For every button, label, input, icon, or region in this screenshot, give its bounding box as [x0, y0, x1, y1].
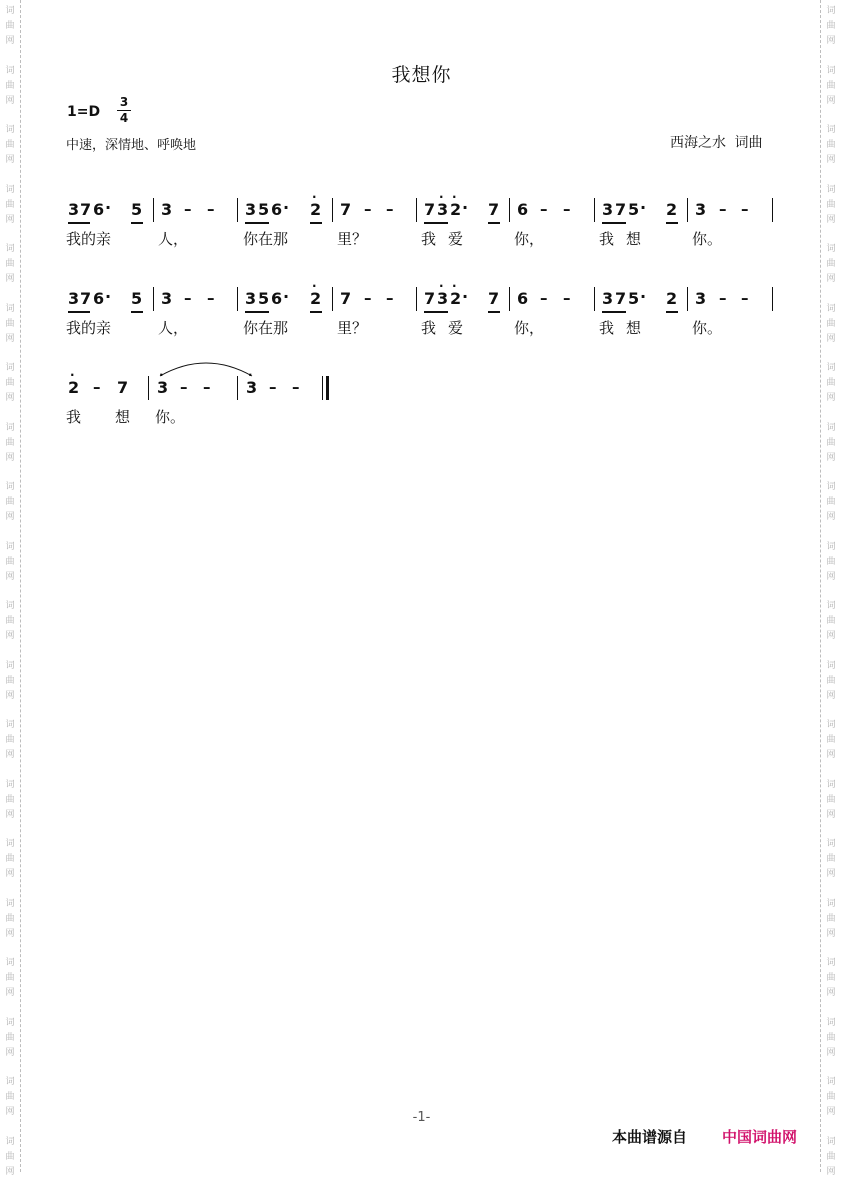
watermark-char: 曲 — [5, 199, 15, 210]
watermark-char: 词 — [5, 6, 15, 16]
lyric: 爱 — [448, 230, 464, 248]
watermark-char: 曲 — [5, 913, 15, 924]
high-octave-dot: · — [439, 279, 444, 293]
lyrics-line-3 — [0, 406, 843, 428]
song-title: 我想你 — [391, 64, 452, 86]
watermark-char: 网 — [826, 274, 836, 284]
high-octave-dot: · — [248, 368, 253, 382]
watermark-char: 曲 — [5, 735, 15, 745]
watermark-char: 词 — [826, 65, 836, 76]
watermark-char: 网 — [5, 155, 15, 165]
watermark-char: 网 — [826, 333, 836, 344]
watermark-char: 网 — [826, 1047, 836, 1058]
dash: – — [719, 289, 727, 307]
watermark-char: 曲 — [826, 378, 836, 388]
watermark-char: 词 — [826, 1017, 836, 1028]
high-octave-dot: · — [452, 279, 457, 293]
watermark-char: 网 — [826, 95, 836, 106]
underline — [310, 311, 322, 313]
watermark-char: 网 — [826, 869, 836, 879]
bar-line — [509, 198, 510, 222]
high-octave-dot: · — [70, 368, 75, 382]
watermark-char: 曲 — [5, 437, 15, 448]
dash: – — [207, 289, 215, 307]
watermark-char: 词 — [826, 363, 836, 373]
watermark-char: 曲 — [5, 973, 15, 983]
watermark-char: 网 — [5, 809, 15, 820]
watermark-char: 曲 — [826, 199, 836, 210]
underline — [68, 222, 90, 224]
watermark-char: 网 — [826, 750, 836, 760]
dash: – — [741, 289, 749, 307]
note: 3 — [695, 289, 707, 308]
note: 7 — [424, 289, 436, 308]
watermark-char: 曲 — [5, 259, 15, 269]
lyric: 我 — [66, 408, 82, 426]
lyric: 你。 — [692, 319, 723, 337]
watermark-char: 词 — [826, 303, 836, 314]
time-signature-beats: 3 — [119, 95, 129, 109]
underline — [488, 311, 500, 313]
augmentation-dot: · — [640, 287, 647, 306]
watermark-char: 网 — [5, 928, 15, 939]
watermark-char: 词 — [5, 898, 15, 909]
watermark-char: 曲 — [826, 318, 836, 329]
underline — [310, 222, 322, 224]
note — [246, 368, 258, 397]
watermark-char: 词 — [5, 779, 15, 790]
watermark-char: 网 — [5, 869, 15, 879]
lyric: 你在那 — [243, 319, 289, 337]
watermark-char: 词 — [826, 720, 836, 730]
bar-line — [153, 198, 154, 222]
watermark-char: 曲 — [826, 794, 836, 805]
watermark-char: 网 — [826, 988, 836, 998]
watermark-char: 曲 — [5, 854, 15, 864]
underline — [245, 222, 269, 224]
dash: – — [207, 200, 215, 218]
note-digit: 3 — [246, 378, 258, 397]
augmentation-dot: · — [462, 198, 469, 217]
dash: – — [180, 378, 188, 396]
note: 7 — [80, 289, 92, 308]
note: 6 — [517, 200, 529, 219]
watermark-char: 网 — [826, 1166, 836, 1177]
watermark-char: 曲 — [826, 1092, 836, 1102]
bar-line — [332, 198, 333, 222]
watermark-char: 网 — [5, 631, 15, 641]
note: 3 — [161, 200, 173, 219]
watermark-char: 网 — [826, 809, 836, 820]
lyric: 我 — [599, 319, 615, 337]
bar-line — [148, 376, 149, 400]
watermark-char: 曲 — [826, 616, 836, 626]
lyric: 我 — [599, 230, 615, 248]
watermark-char: 网 — [826, 1107, 836, 1117]
note: 7 — [615, 200, 627, 219]
watermark-char: 词 — [826, 1077, 836, 1087]
watermark-char: 网 — [826, 690, 836, 701]
augmentation-dot: · — [105, 287, 112, 306]
underline — [131, 311, 143, 313]
watermark-char: 网 — [5, 36, 15, 46]
watermark-char: 曲 — [826, 556, 836, 567]
watermark-char: 曲 — [5, 497, 15, 507]
note: 5 — [131, 289, 143, 308]
watermark-char: 网 — [5, 690, 15, 701]
watermark-char: 词 — [826, 898, 836, 909]
watermark-char: 词 — [826, 839, 836, 849]
note: 5 — [628, 200, 640, 219]
note: 3 — [68, 200, 80, 219]
lyric: 你， — [514, 319, 545, 337]
note: 2 — [666, 289, 678, 308]
dash: – — [540, 289, 548, 307]
underline — [666, 311, 678, 313]
watermark-char: 词 — [5, 65, 15, 76]
watermark-char: 曲 — [5, 556, 15, 567]
lyric: 我 — [421, 230, 437, 248]
watermark-char: 词 — [5, 125, 15, 135]
final-bar-line-thick — [326, 376, 329, 400]
watermark-char: 词 — [5, 244, 15, 254]
dash: – — [184, 289, 192, 307]
dash: – — [741, 200, 749, 218]
source-label: 本曲谱源自 — [612, 1128, 688, 1146]
note: 7 — [615, 289, 627, 308]
dash: – — [364, 200, 372, 218]
note: 7 — [340, 200, 352, 219]
watermark-char: 曲 — [826, 913, 836, 924]
watermark-char: 曲 — [5, 378, 15, 388]
high-octave-dot: · — [159, 368, 164, 382]
tempo-marking: 中速，深情地、呼唤地 — [66, 138, 197, 153]
watermark-char: 词 — [5, 839, 15, 849]
watermark-char: 词 — [826, 779, 836, 790]
bar-line — [237, 287, 238, 311]
watermark-char: 词 — [5, 1136, 15, 1147]
lyrics-line-2 — [0, 317, 843, 339]
watermark-char: 网 — [826, 571, 836, 582]
watermark-char: 网 — [5, 452, 15, 463]
note-digit: 2 — [68, 378, 80, 397]
watermark-char: 词 — [826, 1136, 836, 1147]
dash: – — [269, 378, 277, 396]
watermark-char: 网 — [826, 155, 836, 165]
note: 6 — [93, 289, 105, 308]
note: 5 — [131, 200, 143, 219]
page-number: -1- — [412, 1110, 431, 1125]
dash: – — [203, 378, 211, 396]
note: 3 — [245, 200, 257, 219]
watermark-char: 词 — [826, 601, 836, 611]
note — [68, 368, 80, 397]
watermark-char: 曲 — [826, 973, 836, 983]
bar-line — [687, 287, 688, 311]
note — [157, 368, 169, 397]
note: 7 — [488, 289, 500, 308]
note: 3 — [68, 289, 80, 308]
watermark-char: 曲 — [826, 1032, 836, 1043]
note: 5 — [258, 200, 270, 219]
augmentation-dot: · — [283, 287, 290, 306]
watermark-char: 词 — [5, 184, 15, 195]
site-name-link[interactable]: 中国词曲网 — [722, 1128, 798, 1146]
augmentation-dot: · — [462, 287, 469, 306]
note: 6 — [271, 289, 283, 308]
watermark-char: 词 — [5, 482, 15, 492]
lyric: 我的亲 — [66, 230, 112, 248]
dash: – — [364, 289, 372, 307]
underline — [68, 311, 90, 313]
underline — [488, 222, 500, 224]
watermark-char: 曲 — [5, 1151, 15, 1162]
watermark-char: 曲 — [5, 1092, 15, 1102]
dash: – — [93, 378, 101, 396]
watermark-char: 曲 — [826, 140, 836, 150]
note: 6 — [271, 200, 283, 219]
dash: – — [292, 378, 300, 396]
lyric: 想 — [626, 319, 642, 337]
high-octave-dot: · — [452, 190, 457, 204]
watermark-char: 词 — [5, 541, 15, 552]
lyric: 里？ — [337, 230, 368, 248]
lyric: 你。 — [692, 230, 723, 248]
augmentation-dot: · — [640, 198, 647, 217]
watermark-char: 网 — [5, 988, 15, 998]
underline — [602, 222, 626, 224]
note — [437, 279, 449, 308]
lyric: 我的亲 — [66, 319, 112, 337]
dash: – — [563, 289, 571, 307]
lyric: 人， — [158, 230, 189, 248]
watermark-char: 曲 — [826, 21, 836, 31]
augmentation-dot: · — [105, 198, 112, 217]
bar-line — [237, 376, 238, 400]
dash: – — [386, 200, 394, 218]
time-signature-unit: 4 — [119, 111, 129, 125]
watermark-char: 词 — [5, 660, 15, 671]
note: 7 — [117, 378, 129, 397]
note: 7 — [80, 200, 92, 219]
watermark-char: 曲 — [5, 80, 15, 91]
bar-line — [772, 287, 773, 311]
note: 7 — [340, 289, 352, 308]
note: 3 — [161, 289, 173, 308]
bar-line — [594, 198, 595, 222]
bar-line — [509, 287, 510, 311]
time-signature — [117, 96, 131, 125]
watermark-char: 曲 — [826, 259, 836, 269]
note-digit: 3 — [437, 289, 449, 308]
lyrics-line-1 — [0, 228, 843, 250]
note — [437, 190, 449, 219]
watermark-char: 网 — [5, 1166, 15, 1177]
note: 7 — [424, 200, 436, 219]
high-octave-dot: · — [439, 190, 444, 204]
watermark-char: 词 — [826, 482, 836, 492]
watermark-char: 网 — [826, 36, 836, 46]
watermark-char: 词 — [5, 1077, 15, 1087]
watermark-char: 网 — [826, 393, 836, 403]
watermark-char: 词 — [5, 720, 15, 730]
watermark-char: 网 — [826, 214, 836, 225]
watermark-char: 曲 — [5, 21, 15, 31]
watermark-char: 词 — [5, 363, 15, 373]
watermark-char: 曲 — [826, 675, 836, 686]
lyricist-composer-credit: 西海之水 词曲 — [670, 135, 763, 151]
underline — [666, 222, 678, 224]
watermark-char: 曲 — [5, 140, 15, 150]
watermark-char: 词 — [5, 958, 15, 968]
note: 5 — [258, 289, 270, 308]
lyric: 里？ — [337, 319, 368, 337]
lyric: 我 — [421, 319, 437, 337]
watermark-char: 词 — [826, 422, 836, 433]
bar-line — [687, 198, 688, 222]
bar-line — [772, 198, 773, 222]
watermark-char: 曲 — [5, 616, 15, 626]
note-digit: 3 — [157, 378, 169, 397]
watermark-char: 词 — [5, 303, 15, 314]
watermark-char: 网 — [5, 214, 15, 225]
note: 2 — [666, 200, 678, 219]
dash: – — [386, 289, 394, 307]
dash: – — [184, 200, 192, 218]
note-digit: 2 — [310, 200, 322, 219]
note — [450, 190, 462, 219]
watermark-char: 网 — [5, 95, 15, 106]
watermark-char: 词 — [826, 541, 836, 552]
note: 7 — [488, 200, 500, 219]
dash: – — [563, 200, 571, 218]
watermark-char: 网 — [826, 452, 836, 463]
watermark-char: 词 — [5, 1017, 15, 1028]
note-digit: 3 — [437, 200, 449, 219]
watermark-char: 网 — [5, 274, 15, 284]
dash: – — [540, 200, 548, 218]
note: 3 — [602, 289, 614, 308]
watermark-char: 曲 — [826, 437, 836, 448]
watermark-char: 词 — [826, 660, 836, 671]
watermark-char: 曲 — [5, 794, 15, 805]
watermark-char: 词 — [826, 125, 836, 135]
watermark-char: 网 — [826, 631, 836, 641]
bar-line — [237, 198, 238, 222]
watermark-char: 网 — [5, 393, 15, 403]
note: 3 — [245, 289, 257, 308]
dash: – — [719, 200, 727, 218]
underline — [602, 311, 626, 313]
lyric: 爱 — [448, 319, 464, 337]
watermark-char: 网 — [5, 571, 15, 582]
tie-arc — [158, 356, 254, 378]
watermark-char: 词 — [826, 958, 836, 968]
watermark-char: 词 — [5, 601, 15, 611]
watermark-char: 曲 — [826, 1151, 836, 1162]
underline — [424, 222, 448, 224]
watermark-char: 网 — [5, 333, 15, 344]
watermark-char: 网 — [5, 750, 15, 760]
bar-line — [416, 287, 417, 311]
underline — [245, 311, 269, 313]
lyric: 你。 — [155, 408, 186, 426]
lyric: 你， — [514, 230, 545, 248]
watermark-char: 曲 — [5, 675, 15, 686]
final-bar-line — [322, 376, 323, 400]
watermark-char: 网 — [826, 928, 836, 939]
note-digit: 2 — [450, 289, 462, 308]
augmentation-dot: · — [283, 198, 290, 217]
lyric: 你在那 — [243, 230, 289, 248]
lyric: 想 — [626, 230, 642, 248]
watermark-char: 曲 — [826, 497, 836, 507]
note — [310, 279, 322, 308]
watermark-char: 词 — [826, 244, 836, 254]
high-octave-dot: · — [312, 190, 317, 204]
bar-line — [153, 287, 154, 311]
underline — [131, 222, 143, 224]
watermark-char: 词 — [5, 422, 15, 433]
watermark-char: 曲 — [5, 318, 15, 329]
lyric: 想 — [115, 408, 131, 426]
watermark-char: 网 — [5, 1047, 15, 1058]
watermark-char: 词 — [826, 184, 836, 195]
lyric: 人， — [158, 319, 189, 337]
note — [310, 190, 322, 219]
bar-line — [594, 287, 595, 311]
watermark-char: 曲 — [826, 735, 836, 745]
left-margin-watermark — [0, 0, 21, 1177]
note: 6 — [93, 200, 105, 219]
watermark-char: 网 — [826, 512, 836, 522]
watermark-char: 曲 — [5, 1032, 15, 1043]
key-signature: 1=D — [67, 104, 101, 120]
note — [450, 279, 462, 308]
bar-line — [416, 198, 417, 222]
note: 3 — [602, 200, 614, 219]
note-digit: 2 — [450, 200, 462, 219]
watermark-char: 曲 — [826, 854, 836, 864]
watermark-char: 网 — [5, 1107, 15, 1117]
note-digit: 2 — [310, 289, 322, 308]
note: 6 — [517, 289, 529, 308]
watermark-char: 词 — [826, 6, 836, 16]
right-margin-watermark — [820, 0, 843, 1177]
underline — [424, 311, 448, 313]
note: 3 — [695, 200, 707, 219]
high-octave-dot: · — [312, 279, 317, 293]
bar-line — [332, 287, 333, 311]
watermark-char: 网 — [5, 512, 15, 522]
note: 5 — [628, 289, 640, 308]
watermark-char: 曲 — [826, 80, 836, 91]
